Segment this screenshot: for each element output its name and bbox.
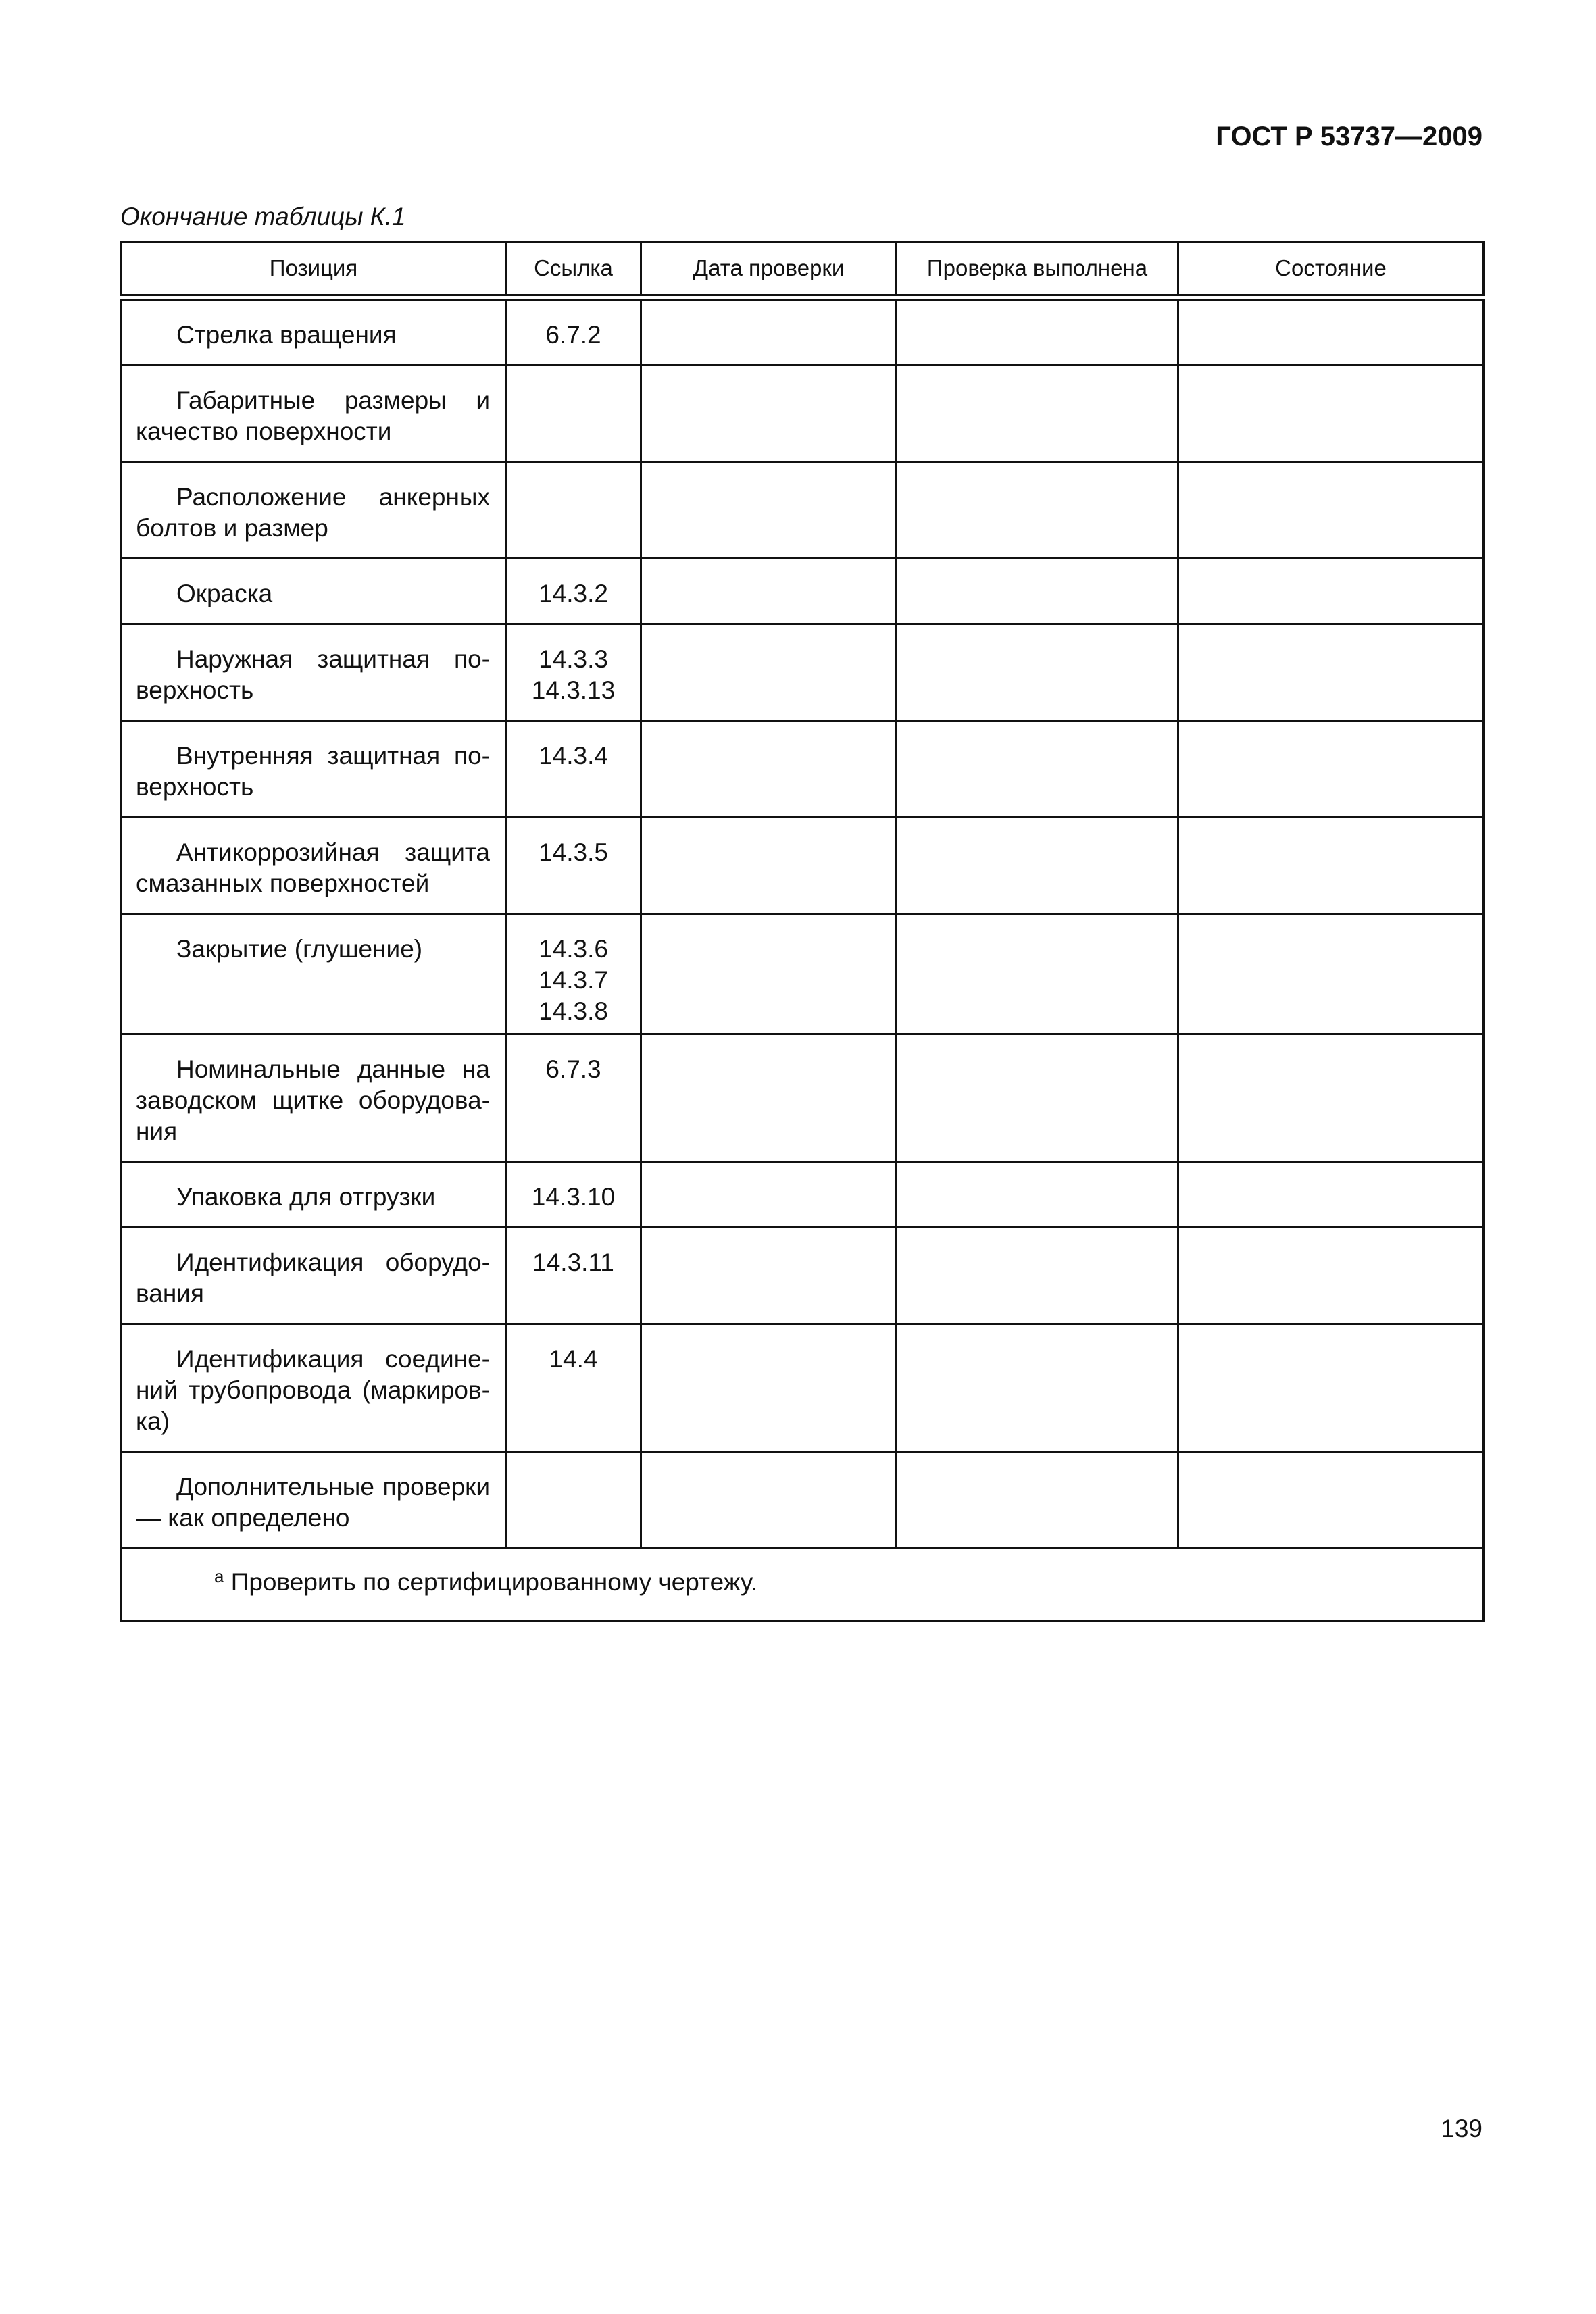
state-cell	[1178, 366, 1484, 462]
column-header-state: Состояние	[1178, 242, 1484, 298]
state-cell	[1178, 297, 1484, 366]
check-done-cell	[897, 914, 1178, 1034]
state-cell	[1178, 624, 1484, 721]
reference-value: 14.3.13	[531, 676, 616, 704]
position-cell: Номинальные данные на заводском щитке оборудования	[122, 1034, 506, 1162]
reference-cell	[506, 721, 641, 818]
check-done-cell	[897, 624, 1178, 721]
inspection-table	[120, 241, 1485, 1622]
check-date-cell	[641, 624, 897, 721]
check-date-cell	[641, 559, 897, 624]
state-cell	[1178, 818, 1484, 914]
position-cell: Дополнительные проверки — как определено	[122, 1452, 506, 1549]
reference-value: 14.4	[549, 1345, 598, 1373]
position-cell: Упаковка для отгрузки	[122, 1162, 506, 1228]
check-date-cell	[641, 1228, 897, 1324]
reference-value: 14.3.2	[539, 580, 608, 607]
reference-value: 14.3.10	[531, 1183, 616, 1211]
reference-value: 14.3.8	[539, 997, 608, 1025]
position-cell: Стрелка вращения	[122, 297, 506, 366]
table-header-row	[122, 242, 1484, 298]
check-date-cell	[641, 721, 897, 818]
check-done-cell	[897, 818, 1178, 914]
position-cell: Антикоррозийная защита смазанных поверхностей	[122, 818, 506, 914]
table-row	[122, 1228, 1484, 1324]
check-done-cell	[897, 721, 1178, 818]
check-done-cell	[897, 1452, 1178, 1549]
check-date-cell	[641, 297, 897, 366]
position-cell: Идентификация соединений трубопровода (маркировка)	[122, 1324, 506, 1452]
document-code: ГОСТ Р 53737—2009	[1216, 122, 1482, 151]
check-done-cell	[897, 297, 1178, 366]
page-number: 139	[1441, 2115, 1482, 2142]
table-row	[122, 1162, 1484, 1228]
reference-cell	[506, 462, 641, 559]
reference-value: 14.3.5	[539, 838, 608, 866]
check-done-cell	[897, 366, 1178, 462]
column-header-reference: Ссылка	[506, 242, 641, 298]
reference-cell	[506, 1228, 641, 1324]
position-cell: Габаритные размеры и качество поверхности	[122, 366, 506, 462]
position-cell: Окраска	[122, 559, 506, 624]
check-date-cell	[641, 1324, 897, 1452]
table-row	[122, 297, 1484, 366]
check-done-cell	[897, 1324, 1178, 1452]
table-row	[122, 721, 1484, 818]
footnote-marker: а	[214, 1566, 224, 1586]
table-row	[122, 1452, 1484, 1549]
position-cell: Идентификация оборудования	[122, 1228, 506, 1324]
position-cell: Наружная защитная поверхность	[122, 624, 506, 721]
footnote-text: Проверить по сертифицированному чертежу.	[230, 1568, 757, 1596]
reference-cell	[506, 1324, 641, 1452]
check-done-cell	[897, 559, 1178, 624]
footnote-cell	[122, 1549, 1484, 1621]
column-header-check-done: Проверка выполнена	[897, 242, 1178, 298]
position-cell: Внутренняя защитная поверхность	[122, 721, 506, 818]
footnote-row	[122, 1549, 1484, 1621]
reference-value: 6.7.3	[545, 1055, 601, 1083]
check-done-cell	[897, 1162, 1178, 1228]
check-date-cell	[641, 914, 897, 1034]
reference-value: 14.3.7	[539, 966, 608, 994]
reference-cell	[506, 1162, 641, 1228]
reference-cell	[506, 297, 641, 366]
check-date-cell	[641, 1452, 897, 1549]
reference-cell	[506, 366, 641, 462]
state-cell	[1178, 559, 1484, 624]
state-cell	[1178, 1452, 1484, 1549]
table-row	[122, 914, 1484, 1034]
column-header-position: Позиция	[122, 242, 506, 298]
table-row	[122, 559, 1484, 624]
reference-cell	[506, 818, 641, 914]
reference-cell	[506, 1034, 641, 1162]
check-date-cell	[641, 818, 897, 914]
check-done-cell	[897, 462, 1178, 559]
check-date-cell	[641, 1034, 897, 1162]
table-row	[122, 366, 1484, 462]
state-cell	[1178, 1324, 1484, 1452]
state-cell	[1178, 721, 1484, 818]
reference-cell	[506, 914, 641, 1034]
check-date-cell	[641, 1162, 897, 1228]
check-done-cell	[897, 1228, 1178, 1324]
check-date-cell	[641, 366, 897, 462]
table-row	[122, 1324, 1484, 1452]
table-caption: Окончание таблицы К.1	[120, 203, 406, 230]
position-cell: Закрытие (глушение)	[122, 914, 506, 1034]
reference-value: 14.3.11	[532, 1249, 614, 1276]
check-date-cell	[641, 462, 897, 559]
reference-cell	[506, 559, 641, 624]
state-cell	[1178, 1162, 1484, 1228]
state-cell	[1178, 1228, 1484, 1324]
state-cell	[1178, 462, 1484, 559]
reference-value: 14.3.4	[539, 742, 608, 770]
column-header-check-date: Дата проверки	[641, 242, 897, 298]
reference-value: 6.7.2	[545, 321, 601, 349]
reference-value: 14.3.6	[539, 935, 608, 963]
check-done-cell	[897, 1034, 1178, 1162]
table-row	[122, 624, 1484, 721]
state-cell	[1178, 914, 1484, 1034]
state-cell	[1178, 1034, 1484, 1162]
position-cell: Расположение анкерных болтов и размер	[122, 462, 506, 559]
table-row	[122, 818, 1484, 914]
table-row	[122, 1034, 1484, 1162]
reference-value: 14.3.3	[539, 645, 608, 673]
table-row	[122, 462, 1484, 559]
reference-cell	[506, 1452, 641, 1549]
reference-cell	[506, 624, 641, 721]
